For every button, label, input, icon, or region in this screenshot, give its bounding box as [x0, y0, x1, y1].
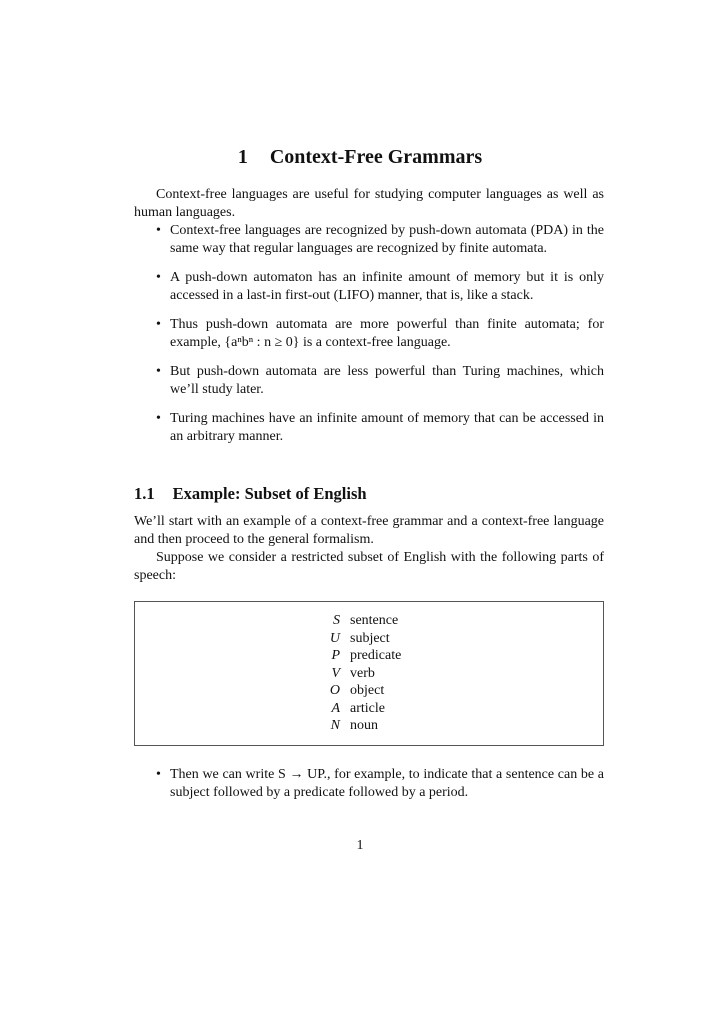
bullet-item-5	[134, 410, 604, 446]
subsection-title: Example: Subset of English	[172, 484, 367, 503]
pos-name: subject	[350, 630, 390, 646]
table-row	[322, 630, 401, 648]
pos-symbol: A	[331, 700, 340, 716]
bullet-icon: •	[156, 223, 161, 238]
pos-name: article	[350, 700, 385, 716]
table-row	[322, 700, 401, 718]
bullet-text: Thus push-down automata are more powerful than finite automata; for example, {aⁿbⁿ : n ≥ 0} is a context-free language.	[170, 317, 604, 350]
pos-symbol: O	[329, 683, 340, 698]
table-row	[322, 665, 401, 683]
bullet-text: But push-down automata are less powerful than Turing machines, which we’ll study later.	[170, 364, 604, 397]
pos-name: predicate	[350, 648, 402, 663]
final-bullet-list	[134, 766, 604, 802]
pos-name: noun	[350, 718, 378, 733]
subsection-paragraph-2: Suppose we consider a restricted subset of English with the following parts of speech:	[134, 550, 604, 583]
table-row	[322, 647, 401, 665]
bullet-text: Then we can write S → UP., for example, to indicate that a sentence can be a subject followed by a predicate followed by a period.	[170, 767, 604, 800]
table-row	[322, 612, 401, 630]
subsection-paragraph-1: We’ll start with an example of a context-free grammar and a context-free language and then proceed to the general formalism.	[134, 514, 604, 547]
section-title: Context-Free Grammars	[269, 146, 483, 168]
intro-paragraph: Context-free languages are useful for studying computer languages as well as human languages.	[134, 187, 604, 220]
intro-bullet-list	[134, 222, 604, 446]
bullet-icon: •	[156, 767, 161, 782]
subsection-heading	[134, 484, 367, 504]
bullet-item-4	[134, 363, 604, 399]
pos-symbol: V	[331, 665, 340, 681]
bullet-icon: •	[156, 364, 161, 379]
bullet-item-2	[134, 269, 604, 305]
pos-name: object	[350, 683, 385, 698]
section-heading	[0, 146, 720, 169]
section-number: 1	[237, 146, 248, 168]
bullet-item-3	[134, 316, 604, 352]
bullet-text: Turing machines have an infinite amount of memory that can be accessed in an arbitrary manner.	[170, 411, 604, 444]
subsection-number: 1.1	[134, 484, 155, 503]
bullet-item-final	[134, 766, 604, 802]
table-row	[322, 682, 401, 700]
bullet-icon: •	[156, 270, 161, 285]
bullet-item-1	[134, 222, 604, 258]
bullet-text: A push-down automaton has an infinite amount of memory but it is only accessed in a last-in first-out (LIFO) manner, that is, like a stack.	[170, 270, 604, 303]
pos-name: sentence	[350, 613, 399, 628]
parts-of-speech-box	[134, 601, 604, 746]
bullet-icon: •	[156, 411, 161, 426]
pos-name: verb	[350, 665, 375, 681]
bullet-icon: •	[156, 317, 161, 332]
pos-symbol: N	[330, 718, 340, 733]
bullet-text: Context-free languages are recognized by push-down automata (PDA) in the same way that regular languages are recognized by finite automata.	[170, 223, 604, 256]
pos-symbol: U	[329, 630, 340, 646]
table-row	[322, 717, 401, 735]
parts-of-speech-table	[322, 612, 401, 735]
pos-symbol: S	[333, 613, 340, 628]
page-number: 1	[356, 838, 364, 853]
pos-symbol: P	[331, 648, 340, 663]
